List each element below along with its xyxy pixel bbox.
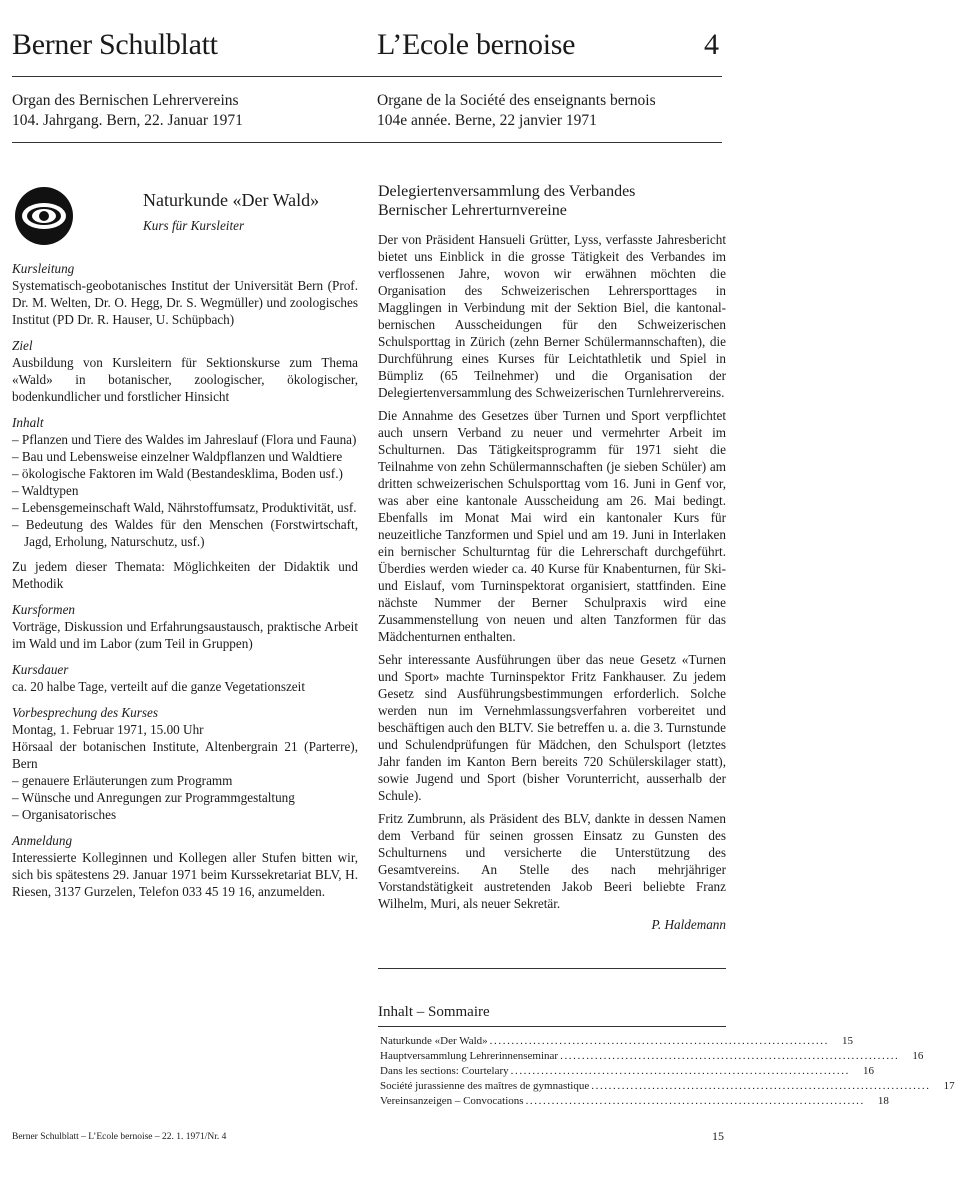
vorbesprechung-place: Hörsaal der botanischen Institute, Altenbergrain 21 (Parterre), Bern <box>12 739 358 771</box>
left-column <box>12 260 358 909</box>
toc-entry: Naturkunde «Der Wald» .............................................................................. 15 <box>380 1035 853 1047</box>
toc-entry-page: 18 <box>877 1095 889 1107</box>
list-item: – ökologische Faktoren im Wald (Bestandesklima, Boden usf.) <box>12 466 343 481</box>
toc-entry-page: 17 <box>943 1080 955 1092</box>
right-article-title-line2: Bernischer Lehrerturnvereine <box>378 202 567 219</box>
eye-logo-icon <box>14 186 74 246</box>
subheader-fr-line2: 104e année. Berne, 22 janvier 1971 <box>377 112 597 129</box>
vorbesprechung-date: Montag, 1. Februar 1971, 15.00 Uhr <box>12 722 204 737</box>
anmeldung-heading: Anmeldung <box>12 833 73 848</box>
right-article-title-line1: Delegiertenversammlung des Verbandes <box>378 183 636 200</box>
vorbesprechung-heading: Vorbesprechung des Kurses <box>12 705 159 720</box>
toc-entry-title: Société jurassienne des maîtres de gymnastique <box>380 1080 590 1092</box>
toc-entry-title: Dans les sections: Courtelary <box>380 1065 509 1077</box>
right-paragraph: Fritz Zumbrunn, als Präsident des BLV, dankte in dessen Namen dem Verband für seinen grossen Einsatz zu Gunsten des Schulturnens und versicherte die Unterstützung des Gesamtvereins. An Stelle des nach mehrjähriger Vorstandstätigkeit austretenden Jakob Beeri beliebte Franz Wilhelm, Muri, als neuer Sekretär. <box>378 811 726 911</box>
ziel-text: Ausbildung von Kursleitern für Sektionskurse zum Thema «Wald» in botanischer, zoologischer, ökologischer, bodenkundlicher und forstlicher Hinsicht <box>12 355 358 404</box>
list-item: – Wünsche und Anregungen zur Programmgestaltung <box>12 790 295 805</box>
list-item: – Pflanzen und Tiere des Waldes im Jahreslauf (Flora und Fauna) <box>12 432 357 447</box>
toc-entry: Dans les sections: Courtelary .............................................................................. 16 <box>380 1065 874 1077</box>
toc-entry: Société jurassienne des maîtres de gymnastique .............................................................................. 17 <box>380 1080 955 1092</box>
subheader-fr-line1: Organe de la Société des enseignants bernois <box>377 92 656 109</box>
right-paragraph: Der von Präsident Hansueli Grütter, Lyss, verfasste Jahresbericht bietet uns Einblick in die grosse Tätigkeit des Verbandes im verflossenen Jahre, wovon wir erwähnen möchten die Organisation des Schweizerischen Lehrersporttages in Magglingen in Verbindung mit der Sektion Biel, die kantonal-bernischen Ausscheidungen für den Schweizerischen Schulsporttag in Zürich (zehn Berner Schülermannschaften), die Durchführung eines Kurses für Leichtathletik und Spiel in Bümpliz (65 Teilnehmer) und die Organisation der Delegiertenversammlung des Schweizerischen Turnlehrervereins. <box>378 232 726 400</box>
subheader-de-line2: 104. Jahrgang. Bern, 22. Januar 1971 <box>12 112 243 129</box>
toc-entry-title: Hauptversammlung Lehrerinnenseminar <box>380 1050 559 1062</box>
kursleitung-text: Systematisch-geobotanisches Institut der Universität Bern (Prof. Dr. M. Welten, Dr. O. Hegg, Dr. S. Wegmüller) und zoologisches Institut (PD Dr. R. Hauser, U. Schüpbach) <box>12 278 358 327</box>
author-signature: P. Haldemann <box>651 917 726 932</box>
list-item: – Bau und Lebensweise einzelner Waldpflanzen und Waldtiere <box>12 449 343 464</box>
section-inhalt <box>12 414 358 592</box>
list-item: – Lebensgemeinschaft Wald, Nährstoffumsatz, Produktivität, usf. <box>12 500 357 515</box>
list-item: – genauere Erläuterungen zum Programm <box>12 773 233 788</box>
masthead-title-de: Berner Schulblatt <box>12 28 218 61</box>
subheader-de-line1: Organ des Bernischen Lehrervereins <box>12 92 239 109</box>
toc-entry: Vereinsanzeigen – Convocations .............................................................................. 18 <box>380 1095 889 1107</box>
toc-entry-page: 16 <box>912 1050 924 1062</box>
section-vorbesprechung <box>12 704 358 823</box>
kursdauer-text: ca. 20 halbe Tage, verteilt auf die ganze Vegetationszeit <box>12 679 305 694</box>
page-number: 15 <box>712 1129 724 1143</box>
kursformen-heading: Kursformen <box>12 602 76 617</box>
list-item: – Waldtypen <box>12 483 79 498</box>
right-paragraph: Sehr interessante Ausführungen über das neue Gesetz «Turnen und Sport» machte Turninspektor Fritz Fankhauser. Zu jedem Gesetz sind Ausführungsbestimmungen erforderlich. Solche werden nun im Vernehmlassungsverfahren vorbereitet und beschäftigen auch den BLTV. Sie betreffen u. a. die 3. Turnstunde und Schulendprüfungen für Mädchen, den Schulsport (letztes Jahr fanden im Kanton Bern bereits 720 Schülerskilager statt), sowie Jugend und Sport (bisher Vorunterricht, ausserhalb der Schule). <box>378 652 726 803</box>
anmeldung-text: Interessierte Kolleginnen und Kollegen aller Stufen bitten wir, sich bis spätestens 29. Januar 1971 beim Kurssekretariat BLV, H. Riesen, 3137 Gurzelen, Telefon 033 45 19 16, anzumelden. <box>12 850 358 899</box>
section-ziel <box>12 337 358 405</box>
left-article-title: Naturkunde «Der Wald» <box>143 190 320 210</box>
left-article-subtitle: Kurs für Kursleiter <box>143 218 245 233</box>
toc-entry-page: 16 <box>862 1065 874 1077</box>
inhalt-note: Zu jedem dieser Themata: Möglichkeiten der Didaktik und Methodik <box>12 559 358 591</box>
toc-entry-page: 15 <box>841 1035 853 1047</box>
section-anmeldung <box>12 832 358 900</box>
toc-list <box>380 1034 955 1109</box>
section-kursleitung <box>12 260 358 328</box>
toc-entry-title: Vereinsanzeigen – Convocations <box>380 1095 524 1107</box>
kursdauer-heading: Kursdauer <box>12 662 69 677</box>
toc-heading: Inhalt – Sommaire <box>378 1004 490 1020</box>
list-item: – Organisatorisches <box>12 807 117 822</box>
right-paragraph: Die Annahme des Gesetzes über Turnen und Sport verpflichtet auch unsern Verband zu neuer und vermehrter Arbeit im Schulturnen. Das Tätigkeitsprogramm für 1971 sieht die Teilnahme von zehn Schülermannschaften (je sieben Schüler) am dritten schweizerischen Schulsporttag vom 16. Juni in Genf vor, was aber eine kantonale Ausscheidung am 26. Mai bedingt. Ebenfalls im Monat Mai wird ein kantonaler Kurs für neuzeitliche Tanzformen und Spiel und am 19. Juni in Interlaken ein bernischer Schulturntag für die Lehrerschaft durchgeführt. Überdies werden wieder ca. 40 Kurse für Knabenturnen, für Ski- und Eislauf, vom Turninspektorat organisiert, stattfinden. Eine nächste Nummer der Berner Schulpraxis wird eine Zusammenstellung von neuen und alten Tanzformen für das Mädchenturnen enthalten. <box>378 408 726 644</box>
toc-heading-rule <box>378 1026 726 1027</box>
right-column <box>378 231 726 939</box>
ziel-heading: Ziel <box>12 338 33 353</box>
subheader-fr <box>377 91 656 131</box>
subheader-rule <box>12 142 722 143</box>
kursformen-text: Vorträge, Diskussion und Erfahrungsaustausch, praktische Arbeit im Wald und im Labor (zum Teil in Gruppen) <box>12 619 358 651</box>
toc-entry-title: Naturkunde «Der Wald» <box>380 1035 488 1047</box>
masthead-title-fr: L’Ecole bernoise <box>377 28 576 61</box>
toc-entry: Hauptversammlung Lehrerinnenseminar .............................................................................. 16 <box>380 1050 924 1062</box>
section-kursdauer <box>12 661 358 695</box>
kursleitung-heading: Kursleitung <box>12 261 75 276</box>
subheader-de <box>12 91 243 131</box>
toc-top-rule <box>378 968 726 969</box>
right-article-title <box>378 182 726 220</box>
inhalt-heading: Inhalt <box>12 415 44 430</box>
list-item: – Bedeutung des Waldes für den Menschen (Forstwirtschaft, Jagd, Erholung, Naturschutz, usf.) <box>12 517 358 549</box>
masthead-rule <box>12 76 722 77</box>
footer-citation: Berner Schulblatt – L’Ecole bernoise – 22. 1. 1971/Nr. 4 <box>12 1132 227 1142</box>
issue-number: 4 <box>704 28 719 61</box>
section-kursformen <box>12 601 358 652</box>
